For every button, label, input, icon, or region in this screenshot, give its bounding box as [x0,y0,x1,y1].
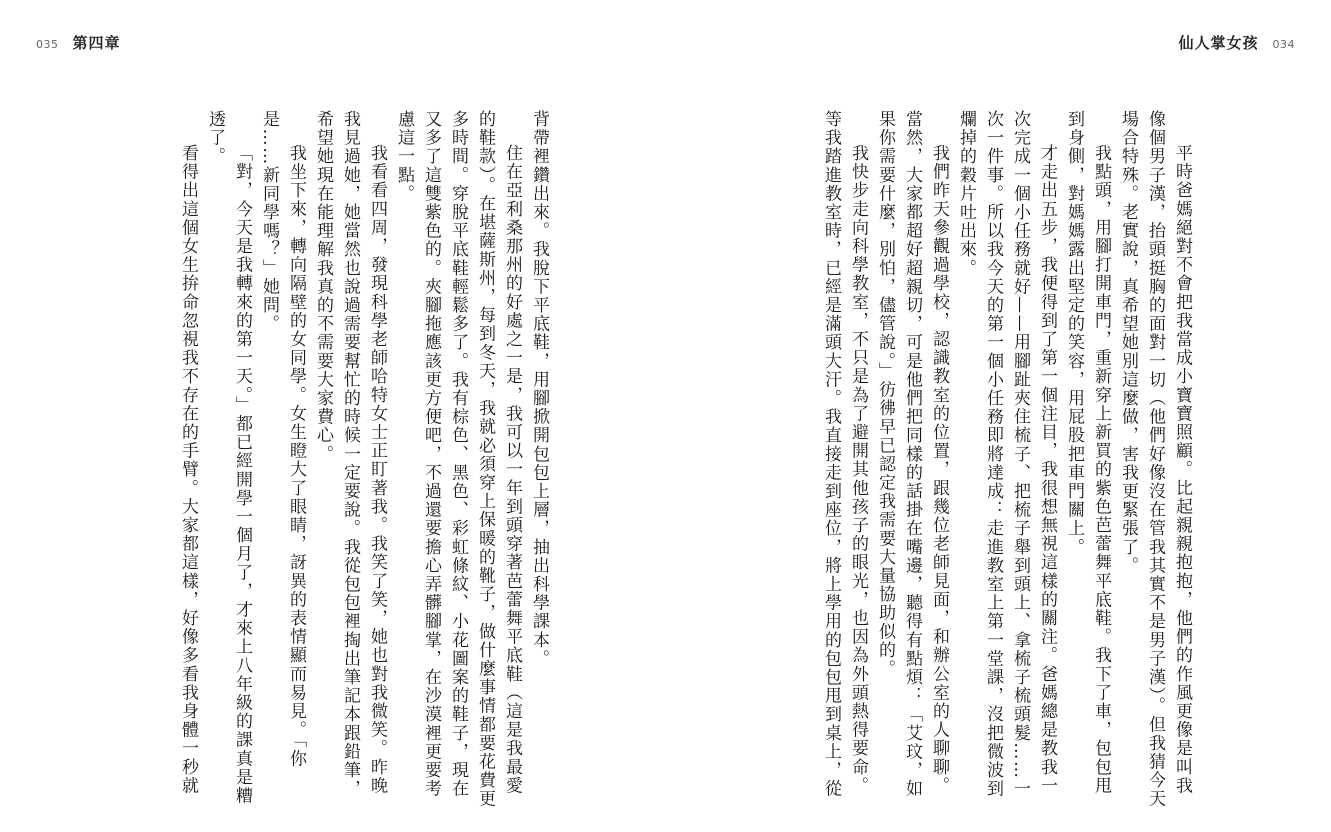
paragraph: 我們昨天參觀過學校，認識教室的位置，跟幾位老師見面，和辦公室的人聊聊。當然，大家都超好超親切，可是他們把同樣的話掛在嘴邊，聽得有點煩：「艾玟，如果你需要什麼，別怕，儘管說。」彷彿早已認定我需要大量協助似的。 [875,110,949,799]
right-page-header [1178,32,1295,53]
left-page [152,110,552,810]
right-page-number: 034 [1272,38,1295,51]
paragraph: 「對，今天是我轉來的第一天。」都已經開學一個月了，才來上八年級的課真是糟透了。 [205,110,252,806]
book-title: 仙人掌女孩 [1178,34,1259,52]
paragraph: 我看看四周，發現科學老師哈特女士正盯著我。我笑了笑，她也對我微笑。昨晚我見過她，她當然也說過需要幫忙的時候一定要說。我從包包裡掏出筆記本跟鉛筆，希望她現在能理解我真的不需要大家費心。 [313,110,387,799]
left-page-number: 035 [36,38,59,51]
paragraph: 才走出五步，我便得到了第一個注目，我很想無視這樣的關注。爸媽總是教我一次完成一個小任務就好——用腳趾夾住梳子、把梳子舉到頭上、拿梳子梳頭髮……一次一件事。所以我今天的第一個小任務即將達成：走進教室上第一堂課，沒把微波到爛掉的穀片吐出來。 [956,110,1057,799]
paragraph: 我快步走向科學教室，不只是為了避開其他孩子的眼光，也因為外頭熱得要命。等我踏進教室時，已經是滿頭大汗。我直接走到座位，將上學用的包包甩到桌上，從 [821,110,868,799]
right-page [760,110,1195,810]
paragraph: 平時爸媽絕對不會把我當成小寶寶照顧。比起親親抱抱，他們的作風更像是叫我像個男子漢，抬頭挺胸的面對一切（他們好像沒在管我其實不是男子漢）。但我猜今天場合特殊。老實說，真希望她別這麼做，害我更緊張了。 [1118,110,1192,809]
paragraph: 我點頭，用腳打開車門，重新穿上新買的紫色芭蕾舞平底鞋。我下了車，包包甩到身側，對媽媽露出堅定的笑容，用屁股把車門關上。 [1064,110,1111,795]
paragraph: 背帶裡鑽出來。我脫下平底鞋，用腳掀開包包上層，抽出科學課本。 [529,110,549,668]
right-page-text [760,110,1195,810]
paragraph: 看得出這個女生拚命忽視我不存在的手臂。大家都這樣，好像多看我身體一秒就 [178,144,198,795]
left-page-text [152,110,552,810]
left-page-header [36,32,121,53]
paragraph: 住在亞利桑那州的好處之一是，我可以一年到頭穿著芭蕾舞平底鞋（這是我最愛的鞋款）。在堪薩斯州，每到冬天，我就必須穿上保暖的靴子，做什麼事情都要花費更多時間。穿脫平底鞋輕鬆多了。我有棕色、黑色、彩虹條紋、小花圖案的鞋子，現在又多了這雙紫色的。夾腳拖應該更方便吧，不過還要擔心弄髒腳掌，在沙漠裡更要考慮這一點。 [394,110,522,809]
paragraph: 我坐下來，轉向隔壁的女同學。女生瞪大了眼睛，訝異的表情顯而易見。「你是……新同學嗎？」她問。 [259,110,306,768]
chapter-title: 第四章 [72,34,121,52]
